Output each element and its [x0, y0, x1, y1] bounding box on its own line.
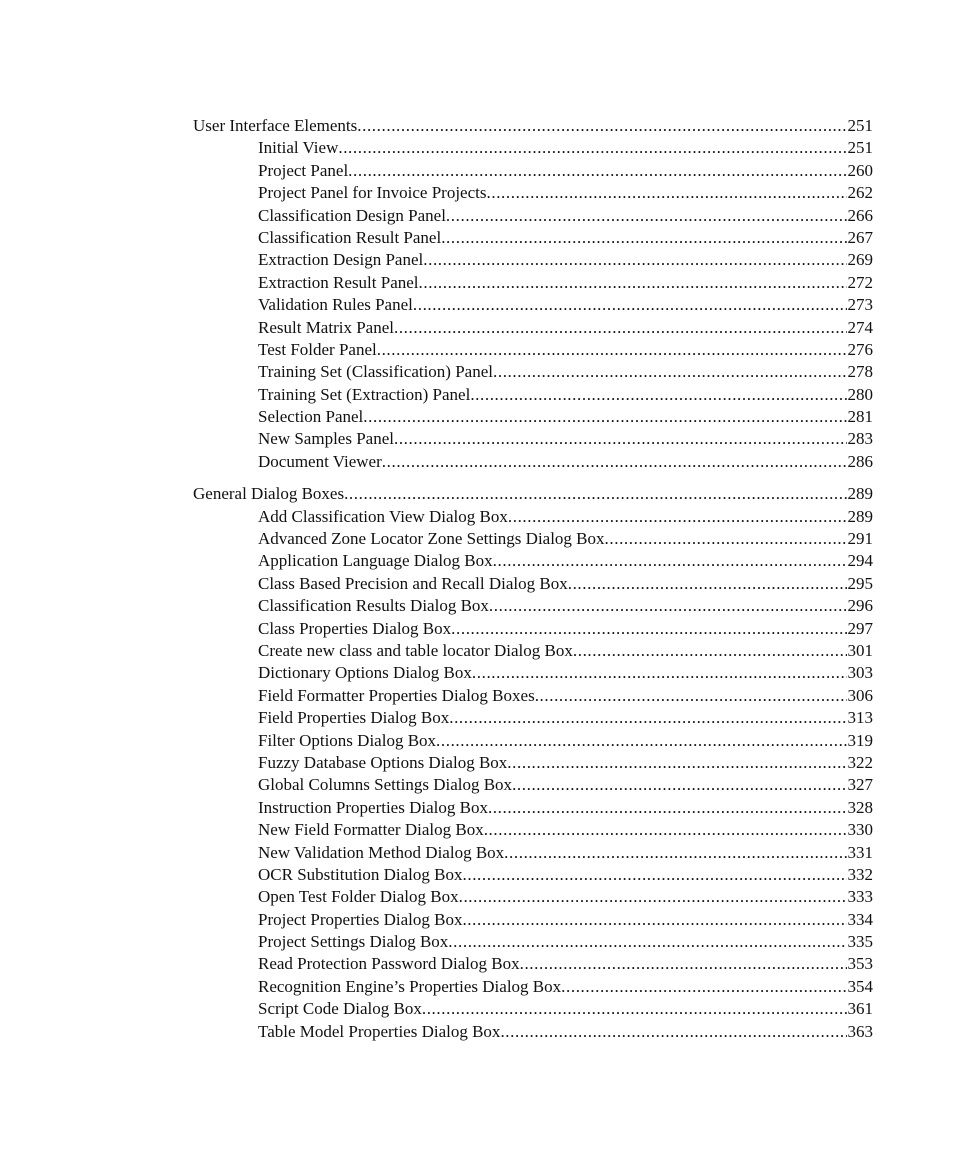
toc-entry[interactable] — [193, 685, 873, 707]
toc-page-number: 251 — [847, 116, 873, 135]
toc-page-number: 289 — [847, 506, 873, 526]
toc-page-number: 251 — [847, 138, 873, 158]
toc-page-number: 281 — [847, 407, 873, 427]
toc-entry-label: Training Set (Classification) Panel — [258, 362, 493, 382]
toc-entry[interactable] — [193, 528, 873, 550]
toc-page-number: 294 — [847, 551, 873, 571]
dot-leader — [419, 272, 847, 294]
dot-leader — [535, 685, 847, 707]
toc-entry-label: Field Formatter Properties Dialog Boxes — [258, 685, 535, 705]
toc-entry-label: Project Properties Dialog Box — [258, 909, 463, 929]
toc-page-number: 289 — [847, 484, 873, 504]
toc-entry[interactable] — [193, 550, 873, 572]
toc-page-number: 260 — [847, 160, 873, 180]
dot-leader — [377, 339, 847, 361]
toc-entry-label: Field Properties Dialog Box — [258, 708, 450, 728]
dot-leader — [507, 752, 846, 774]
toc-entry[interactable] — [193, 428, 873, 450]
toc-page-number: 322 — [847, 752, 873, 772]
dot-leader — [508, 506, 847, 528]
dot-leader — [504, 842, 846, 864]
toc-entry-label: Selection Panel — [258, 407, 364, 427]
toc-page-number: 331 — [847, 842, 873, 862]
dot-leader — [423, 249, 846, 271]
dot-leader — [488, 797, 847, 819]
toc-entry-label: Test Folder Panel — [258, 339, 377, 359]
toc-entry[interactable] — [193, 339, 873, 361]
toc-entry[interactable] — [193, 953, 873, 975]
toc-entry-label: Open Test Folder Dialog Box — [258, 887, 459, 907]
toc-entry[interactable] — [193, 506, 873, 528]
dot-leader — [451, 618, 846, 640]
toc-entry-label: Create new class and table locator Dialog Box — [258, 640, 573, 660]
toc-page-number: 286 — [847, 451, 873, 471]
toc-entry[interactable] — [193, 931, 873, 953]
toc-page-number: 296 — [847, 596, 873, 616]
toc-entry[interactable] — [193, 752, 873, 774]
toc-entry-label: Filter Options Dialog Box — [258, 730, 437, 750]
toc-page-number: 276 — [847, 339, 873, 359]
toc-entry-label: Result Matrix Panel — [258, 317, 394, 337]
toc-entry-label: New Field Formatter Dialog Box — [258, 820, 484, 840]
toc-entry[interactable] — [193, 573, 873, 595]
toc-page-number: 313 — [847, 708, 873, 728]
toc-page-number: 266 — [847, 205, 873, 225]
dot-leader — [338, 137, 846, 159]
toc-entry-label: Extraction Result Panel — [258, 272, 419, 292]
toc-entry-label: Class Properties Dialog Box — [258, 618, 452, 638]
toc-entry[interactable] — [193, 1021, 873, 1043]
toc-entry[interactable] — [193, 317, 873, 339]
dot-leader — [448, 931, 846, 953]
toc-page-number: 328 — [847, 797, 873, 817]
toc-page-number: 303 — [847, 663, 873, 683]
dot-leader — [449, 707, 846, 729]
toc-heading[interactable] — [193, 483, 873, 505]
dot-leader — [520, 953, 847, 975]
toc-page-number: 353 — [847, 954, 873, 974]
dot-leader — [493, 550, 847, 572]
toc-entry-label: New Samples Panel — [258, 429, 394, 449]
dot-leader — [344, 483, 846, 505]
dot-leader — [573, 640, 847, 662]
toc-page-number: 283 — [847, 429, 873, 449]
toc-entry[interactable] — [193, 976, 873, 998]
dot-leader — [441, 227, 846, 249]
toc-entry[interactable] — [193, 819, 873, 841]
toc-entry-label: Add Classification View Dialog Box — [258, 506, 508, 526]
dot-leader — [382, 451, 847, 473]
toc-page-number: 332 — [847, 864, 873, 884]
toc-page-number: 361 — [847, 999, 873, 1019]
dot-leader — [348, 160, 846, 182]
toc-page-number: 330 — [847, 820, 873, 840]
dot-leader — [463, 864, 847, 886]
toc-page-number: 306 — [847, 685, 873, 705]
toc-entry[interactable] — [193, 294, 873, 316]
dot-leader — [470, 384, 846, 406]
toc-entry[interactable] — [193, 864, 873, 886]
toc-page-number: 280 — [847, 384, 873, 404]
toc-page-number: 295 — [847, 573, 873, 593]
toc-entry[interactable] — [193, 406, 873, 428]
toc-page-number: 269 — [847, 250, 873, 270]
dot-leader — [436, 730, 846, 752]
toc-entry-label: Table Model Properties Dialog Box — [258, 1021, 501, 1041]
toc-entry-label: Training Set (Extraction) Panel — [258, 384, 471, 404]
toc-entry-label: Project Settings Dialog Box — [258, 932, 449, 952]
toc-entry[interactable] — [193, 182, 873, 204]
dot-leader — [462, 909, 846, 931]
toc-entry-label: New Validation Method Dialog Box — [258, 842, 505, 862]
toc-page-number: 354 — [847, 976, 873, 996]
dot-leader — [413, 294, 847, 316]
dot-leader — [446, 205, 847, 227]
toc-entry[interactable] — [193, 272, 873, 294]
toc-page-number: 319 — [847, 730, 873, 750]
dot-leader — [605, 528, 847, 550]
toc-page-number: 297 — [847, 618, 873, 638]
toc-entry-label: Validation Rules Panel — [258, 295, 413, 315]
dot-leader — [394, 317, 847, 339]
toc-page-number: 334 — [847, 909, 873, 929]
toc-heading[interactable] — [193, 115, 873, 137]
toc-page-number: 291 — [847, 529, 873, 549]
dot-leader — [357, 115, 846, 137]
toc-entry[interactable] — [193, 707, 873, 729]
toc-entry-label: OCR Substitution Dialog Box — [258, 864, 463, 884]
toc-entry[interactable] — [193, 774, 873, 796]
dot-leader — [568, 573, 847, 595]
dot-leader — [472, 662, 847, 684]
dot-leader — [493, 361, 847, 383]
toc-entry-label: Initial View — [258, 138, 339, 158]
toc-entry[interactable] — [193, 618, 873, 640]
dot-leader — [512, 774, 846, 796]
toc-entry-label: Project Panel for Invoice Projects — [258, 183, 487, 203]
toc-entry[interactable] — [193, 227, 873, 249]
toc-entry[interactable] — [193, 730, 873, 752]
toc-entry-label: Classification Results Dialog Box — [258, 596, 489, 616]
toc-entry-label: Advanced Zone Locator Zone Settings Dialog Box — [258, 529, 605, 549]
dot-leader — [394, 428, 847, 450]
toc-page-number: 327 — [847, 775, 873, 795]
toc-heading-label: General Dialog Boxes — [193, 484, 345, 504]
dot-leader — [484, 819, 847, 841]
toc-entry-label: Document Viewer — [258, 451, 382, 471]
toc-entry-label: Global Columns Settings Dialog Box — [258, 775, 513, 795]
toc-page-number: 272 — [847, 272, 873, 292]
toc-entry[interactable] — [193, 797, 873, 819]
toc-page-number: 335 — [847, 932, 873, 952]
toc-entry[interactable] — [193, 160, 873, 182]
toc-section-general-dialog-boxes — [193, 483, 873, 1043]
toc-entry[interactable] — [193, 886, 873, 908]
toc-entry[interactable] — [193, 662, 873, 684]
toc-entry[interactable] — [193, 998, 873, 1020]
toc-entry-label: Application Language Dialog Box — [258, 551, 493, 571]
toc-entry-label: Extraction Design Panel — [258, 250, 424, 270]
table-of-contents — [193, 115, 873, 1043]
toc-entry-label: Recognition Engine’s Properties Dialog Box — [258, 976, 562, 996]
dot-leader — [422, 998, 847, 1020]
toc-page-number: 262 — [847, 183, 873, 203]
toc-entry-label: Instruction Properties Dialog Box — [258, 797, 488, 817]
toc-section-user-interface-elements — [193, 115, 873, 473]
toc-entry[interactable] — [193, 361, 873, 383]
toc-page-number: 274 — [847, 317, 873, 337]
toc-page-number: 363 — [847, 1021, 873, 1041]
toc-entry[interactable] — [193, 595, 873, 617]
toc-entry[interactable] — [193, 451, 873, 473]
toc-entry[interactable] — [193, 249, 873, 271]
toc-page-number: 278 — [847, 362, 873, 382]
toc-entry[interactable] — [193, 842, 873, 864]
toc-page-number: 267 — [847, 227, 873, 247]
toc-entry[interactable] — [193, 205, 873, 227]
toc-entry[interactable] — [193, 640, 873, 662]
dot-leader — [489, 595, 847, 617]
dot-leader — [487, 182, 847, 204]
toc-page-number: 273 — [847, 295, 873, 315]
toc-page-number: 301 — [847, 640, 873, 660]
toc-entry-label: Script Code Dialog Box — [258, 999, 422, 1019]
toc-entry-label: Classification Result Panel — [258, 227, 442, 247]
toc-entry[interactable] — [193, 137, 873, 159]
toc-entry[interactable] — [193, 384, 873, 406]
toc-entry-label: Fuzzy Database Options Dialog Box — [258, 752, 508, 772]
toc-entry-label: Dictionary Options Dialog Box — [258, 663, 472, 683]
toc-entry-label: Read Protection Password Dialog Box — [258, 954, 520, 974]
toc-page-number: 333 — [847, 887, 873, 907]
toc-heading-label: User Interface Elements — [193, 116, 358, 135]
toc-entry-label: Class Based Precision and Recall Dialog Box — [258, 573, 568, 593]
dot-leader — [363, 406, 846, 428]
dot-leader — [459, 886, 847, 908]
dot-leader — [561, 976, 846, 998]
toc-entry[interactable] — [193, 909, 873, 931]
toc-entry-label: Classification Design Panel — [258, 205, 446, 225]
dot-leader — [500, 1021, 846, 1043]
toc-entry-label: Project Panel — [258, 160, 349, 180]
